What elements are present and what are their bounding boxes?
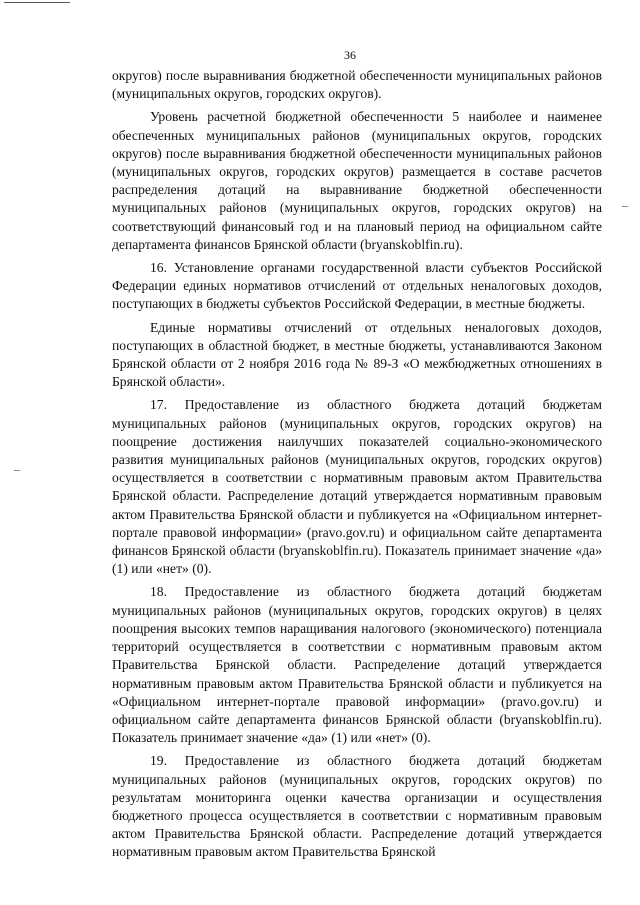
paragraph-unified-norms: Единые нормативы отчислений от отдельных неналоговых доходов, поступающих в областной бюджет, в местные бюджеты, устанавливаются Законом Брянской области от 2 ноября 2016 года № 89-З «О межбюджетных отношениях в Брянской области». <box>112 319 602 390</box>
page-number: 36 <box>344 48 356 62</box>
paragraph-item-17: 17. Предоставление из областного бюджета дотаций бюджетам муниципальных районов (муниципальных округов, городских округов) на поощрение достижения наилучших показателей социально-экономического развития муниципальных районов (муниципальных округов, городских округов) осуществляется в соответствии с нормативным правовым актом Правительства Брянской области. Распределение дотаций утверждается нормативным правовым актом Правительства Брянской области и публикуется на «Официальном интернет-портале правовой информации» (pravo.gov.ru) и официальном сайте департамента финансов Брянской области (bryanskoblfin.ru). Показатель принимает значение «да» (1) или «нет» (0). <box>112 397 602 577</box>
paragraph-item-18: 18. Предоставление из областного бюджета дотаций бюджетам муниципальных районов (муниципальных округов, городских округов) в целях поощрения высоких темпов наращивания налогового (экономического) потенциала территорий осуществляется в соответствии с нормативным правовым актом Правительства Брянской области. Распределение дотаций утверждается нормативным правовым актом Правительства Брянской области и публикуется на «Официальном интернет-портале правовой информации» (pravo.gov.ru) и официальном сайте департамента финансов Брянской области (bryanskoblfin.ru). Показатель принимает значение «да» (1) или «нет» (0). <box>112 584 602 746</box>
paragraph-equalization-level: Уровень расчетной бюджетной обеспеченности 5 наиболее и наименее обеспеченных муниципальных районов (муниципальных округов, городских округов) после выравнивания бюджетной обеспеченности муниципальных районов (муниципальных округов, городских округов) размещается в составе расчетов распределения дотаций на выравнивание бюджетной обеспеченности муниципальных районов (муниципальных округов, городских округов) на соответствующий финансовый год и на плановый период на официальном сайте департамента финансов Брянской области (bryanskoblfin.ru). <box>112 109 602 252</box>
scan-mark <box>622 206 628 207</box>
top-rule <box>4 2 70 3</box>
paragraph-item-16: 16. Установление органами государственной власти субъектов Российской Федерации единых нормативов отчислений от отдельных неналоговых доходов, поступающих в бюджеты субъектов Российской Федерации, в местные бюджеты. <box>112 260 602 312</box>
paragraph-item-19: 19. Предоставление из областного бюджета дотаций бюджетам муниципальных районов (муниципальных округов, городских округов) по результатам мониторинга оценки качества организации и осуществления бюджетного процесса осуществляется в соответствии с нормативным правовым актом Правительства Брянской области. Распределение дотаций утверждается нормативным правовым актом Правительства Брянской <box>112 753 602 860</box>
paragraph-continuation: округов) после выравнивания бюджетной обеспеченности муниципальных районов (муниципальных округов, городских округов). <box>112 68 602 102</box>
scan-mark <box>14 470 20 471</box>
document-body <box>112 67 602 862</box>
